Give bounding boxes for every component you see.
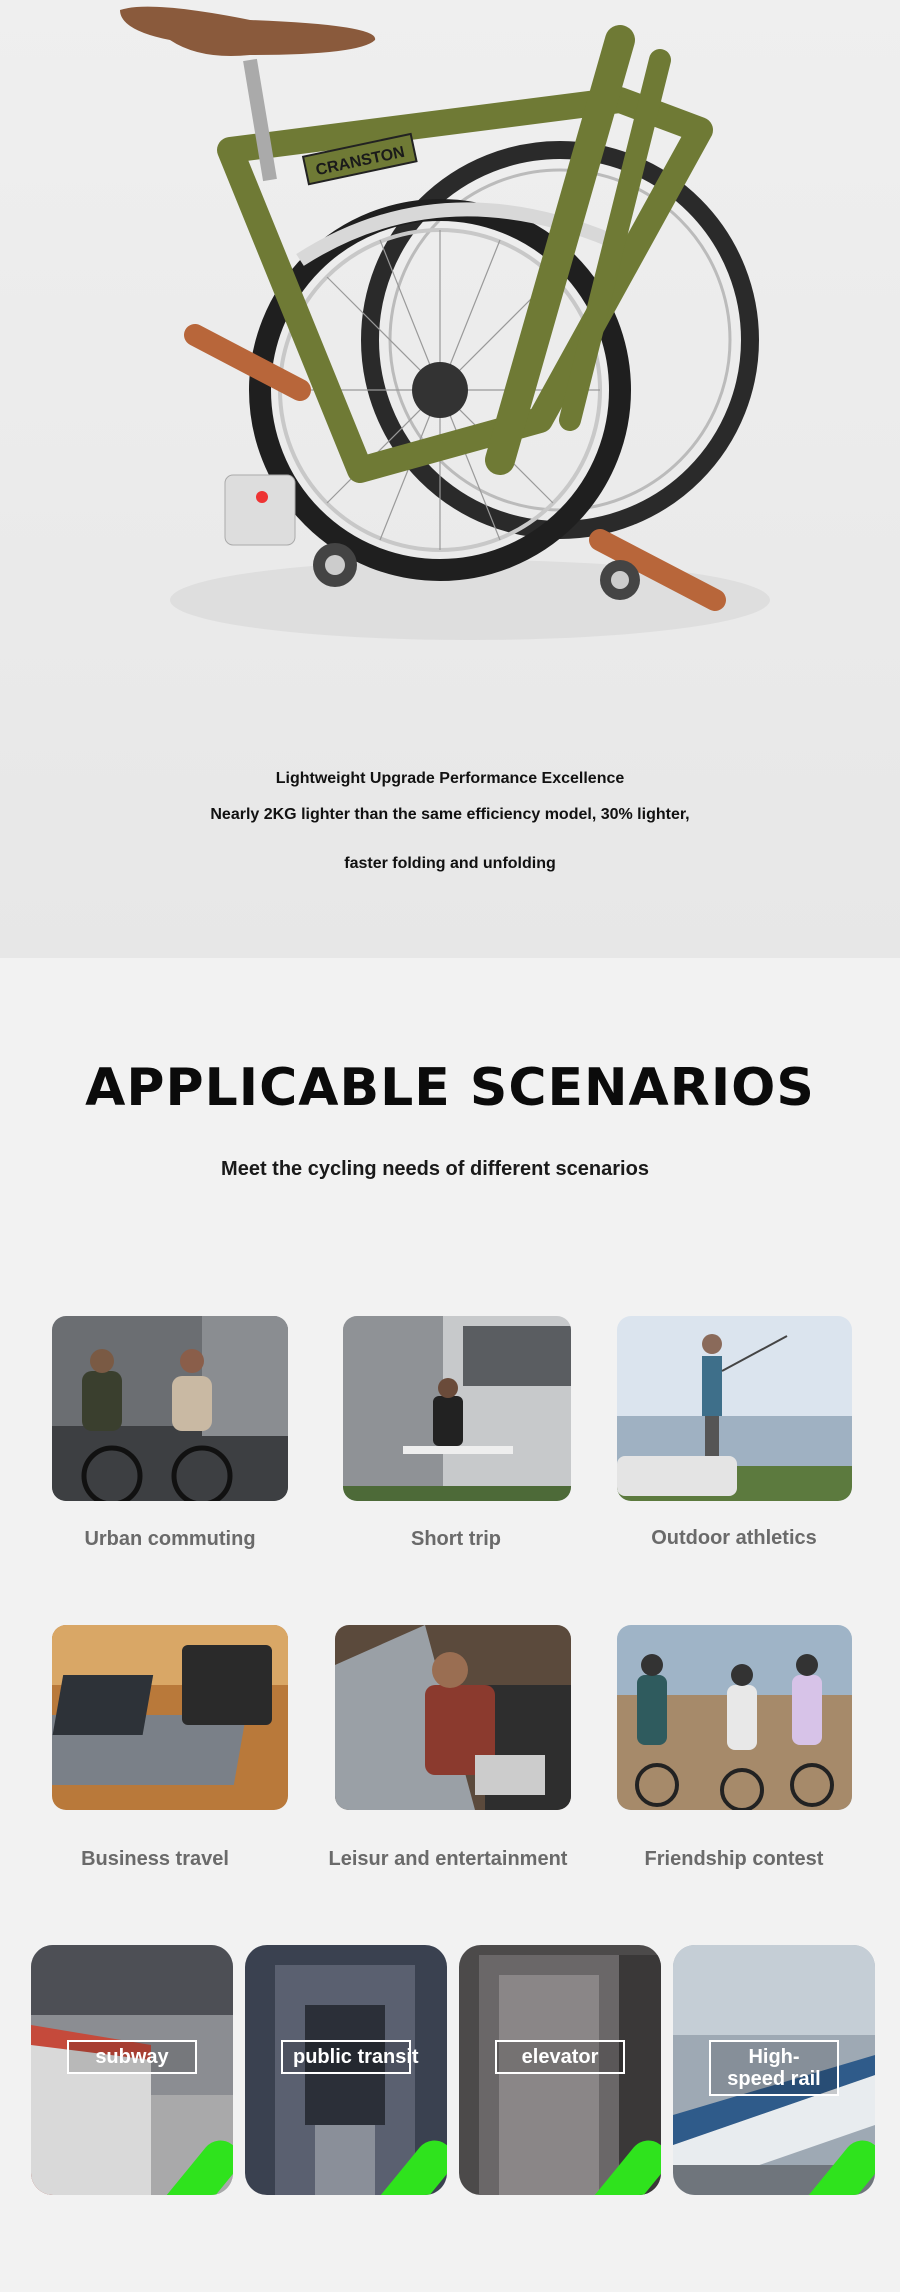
- transport-card-high-speed-rail[interactable]: [673, 1945, 875, 2195]
- scenario-label-outdoor-athletics: Outdoor athletics: [651, 1527, 817, 1549]
- transport-card-public-transit[interactable]: [245, 1945, 447, 2195]
- scenario-card-leisure-entertainment[interactable]: [335, 1625, 571, 1810]
- scenario-label-friendship-contest: Friendship contest: [644, 1848, 824, 1870]
- scenario-card-short-trip[interactable]: [343, 1316, 571, 1501]
- transport-card-subway[interactable]: [31, 1945, 233, 2195]
- short-trip-photo: [343, 1316, 571, 1501]
- transport-card-elevator[interactable]: [459, 1945, 661, 2195]
- scenario-card-outdoor-athletics[interactable]: [617, 1316, 852, 1501]
- folding-bike-image: [0, 0, 900, 700]
- outdoor-athletics-photo: [617, 1316, 852, 1501]
- scenarios-subtitle: Meet the cycling needs of different scenarios: [221, 1158, 649, 1180]
- public-transit-label: public transit: [281, 2040, 411, 2074]
- scenario-label-short-trip: Short trip: [411, 1528, 501, 1550]
- hero-description-line1: Nearly 2KG lighter than the same efficiency model, 30% lighter,: [210, 806, 690, 823]
- scenario-card-friendship-contest[interactable]: [617, 1625, 852, 1810]
- hero-headline: Lightweight Upgrade Performance Excellence: [275, 770, 625, 787]
- business-travel-photo: [52, 1625, 288, 1810]
- check-icon: [459, 2107, 661, 2195]
- hero-description-line2: faster folding and unfolding: [344, 855, 556, 872]
- scenario-label-urban-commuting: Urban commuting: [84, 1528, 256, 1550]
- scenarios-title: APPLICABLE SCENARIOS: [85, 1058, 815, 1118]
- hero-banner: [0, 0, 900, 958]
- elevator-label: elevator: [495, 2040, 625, 2074]
- scenario-label-leisure-entertainment: Leisur and entertainment: [328, 1848, 568, 1870]
- subway-label: subway: [67, 2040, 197, 2074]
- bike-brand-label: CRANSTON: [314, 143, 407, 180]
- urban-commuting-photo: [52, 1316, 288, 1501]
- high-speed-rail-label: High-speed rail: [709, 2040, 839, 2096]
- friendship-contest-photo: [617, 1625, 852, 1810]
- leisure-entertainment-photo: [335, 1625, 571, 1810]
- scenario-card-urban-commuting[interactable]: [52, 1316, 288, 1501]
- scenario-label-business-travel: Business travel: [81, 1848, 229, 1870]
- check-icon: [31, 2107, 233, 2195]
- check-icon: [673, 2107, 875, 2195]
- check-icon: [245, 2107, 447, 2195]
- scenario-card-business-travel[interactable]: [52, 1625, 288, 1810]
